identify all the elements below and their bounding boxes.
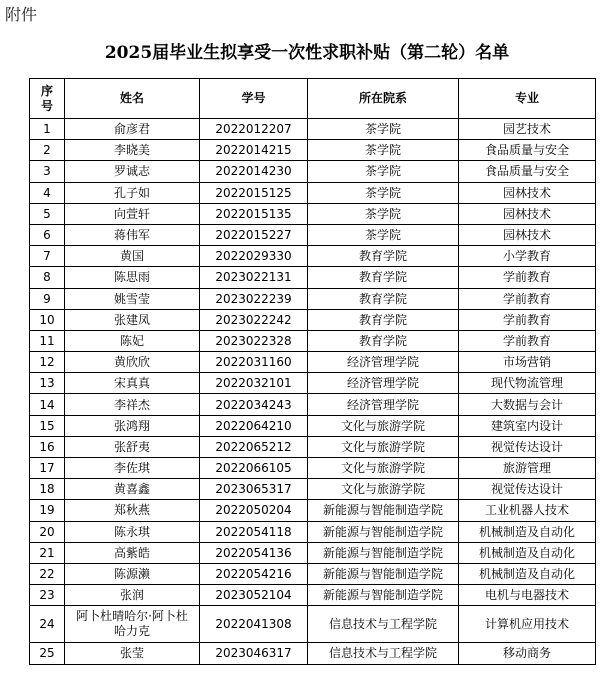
table-row	[30, 161, 596, 182]
table-row	[30, 643, 596, 664]
cell-name: 罗诚志	[65, 161, 200, 182]
table-row	[30, 394, 596, 415]
table-row	[30, 436, 596, 457]
cell-student-id: 2022065212	[200, 436, 308, 457]
cell-major: 工业机器人技术	[459, 500, 596, 521]
cell-name: 孔子如	[65, 182, 200, 203]
header-name: 姓名	[65, 79, 200, 119]
cell-name: 蒋伟军	[65, 224, 200, 245]
cell-department: 文化与旅游学院	[308, 415, 459, 436]
cell-major: 移动商务	[459, 643, 596, 664]
cell-index: 13	[30, 373, 65, 394]
table-row	[30, 458, 596, 479]
cell-name: 阿卜杜晴哈尔·阿卜杜哈力克	[65, 606, 200, 643]
table-row	[30, 246, 596, 267]
cell-name: 向萱轩	[65, 203, 200, 224]
cell-major: 食品质量与安全	[459, 161, 596, 182]
cell-major: 园艺技术	[459, 119, 596, 140]
cell-major: 机械制造及自动化	[459, 521, 596, 542]
cell-student-id: 2022066105	[200, 458, 308, 479]
cell-student-id: 2023052104	[200, 585, 308, 606]
cell-name: 黄喜鑫	[65, 479, 200, 500]
cell-index: 8	[30, 267, 65, 288]
cell-index: 7	[30, 246, 65, 267]
cell-department: 新能源与智能制造学院	[308, 521, 459, 542]
table-row	[30, 203, 596, 224]
cell-major: 现代物流管理	[459, 373, 596, 394]
attachment-label: 附件	[5, 5, 38, 24]
table-body	[30, 119, 596, 665]
cell-student-id: 2023022239	[200, 288, 308, 309]
cell-index: 4	[30, 182, 65, 203]
cell-name: 陈思雨	[65, 267, 200, 288]
cell-student-id: 2022034243	[200, 394, 308, 415]
cell-department: 茶学院	[308, 119, 459, 140]
table-row	[30, 140, 596, 161]
cell-major: 学前教育	[459, 288, 596, 309]
cell-major: 机械制造及自动化	[459, 542, 596, 563]
cell-name: 张润	[65, 585, 200, 606]
cell-student-id: 2022029330	[200, 246, 308, 267]
cell-index: 15	[30, 415, 65, 436]
cell-department: 经济管理学院	[308, 352, 459, 373]
cell-student-id: 2023065317	[200, 479, 308, 500]
cell-student-id: 2022064210	[200, 415, 308, 436]
table-row	[30, 563, 596, 584]
cell-name: 张建凤	[65, 309, 200, 330]
cell-student-id: 2023022328	[200, 330, 308, 351]
cell-name: 张鸿翔	[65, 415, 200, 436]
page-title: 2025届毕业生拟享受一次性求职补贴（第二轮）名单	[104, 43, 510, 63]
cell-index: 1	[30, 119, 65, 140]
cell-student-id: 2022050204	[200, 500, 308, 521]
cell-index: 3	[30, 161, 65, 182]
cell-department: 茶学院	[308, 224, 459, 245]
cell-major: 视觉传达设计	[459, 436, 596, 457]
cell-index: 21	[30, 542, 65, 563]
table-row	[30, 224, 596, 245]
subsidy-list-table	[29, 78, 596, 665]
header-index: 序号	[30, 79, 65, 119]
table-row	[30, 288, 596, 309]
cell-name: 黄国	[65, 246, 200, 267]
cell-student-id: 2022012207	[200, 119, 308, 140]
cell-major: 学前教育	[459, 267, 596, 288]
table-row	[30, 309, 596, 330]
table-row	[30, 415, 596, 436]
cell-student-id: 2022041308	[200, 606, 308, 643]
cell-major: 小学教育	[459, 246, 596, 267]
cell-department: 教育学院	[308, 288, 459, 309]
cell-department: 经济管理学院	[308, 373, 459, 394]
cell-student-id: 2022054136	[200, 542, 308, 563]
cell-major: 旅游管理	[459, 458, 596, 479]
cell-student-id: 2022015227	[200, 224, 308, 245]
table-row	[30, 585, 596, 606]
cell-name: 张莹	[65, 643, 200, 664]
cell-name: 李晓美	[65, 140, 200, 161]
cell-major: 机械制造及自动化	[459, 563, 596, 584]
cell-index: 25	[30, 643, 65, 664]
cell-index: 9	[30, 288, 65, 309]
cell-department: 茶学院	[308, 182, 459, 203]
cell-name: 高紫皓	[65, 542, 200, 563]
header-major: 专业	[459, 79, 596, 119]
cell-name: 姚雪莹	[65, 288, 200, 309]
cell-department: 新能源与智能制造学院	[308, 563, 459, 584]
cell-department: 文化与旅游学院	[308, 458, 459, 479]
cell-department: 新能源与智能制造学院	[308, 542, 459, 563]
cell-student-id: 2022054118	[200, 521, 308, 542]
cell-student-id: 2022054216	[200, 563, 308, 584]
header-student-id: 学号	[200, 79, 308, 119]
cell-index: 19	[30, 500, 65, 521]
cell-index: 11	[30, 330, 65, 351]
cell-department: 新能源与智能制造学院	[308, 585, 459, 606]
cell-student-id: 2023046317	[200, 643, 308, 664]
cell-department: 教育学院	[308, 267, 459, 288]
cell-department: 教育学院	[308, 330, 459, 351]
table-row	[30, 330, 596, 351]
cell-index: 14	[30, 394, 65, 415]
cell-index: 16	[30, 436, 65, 457]
cell-department: 茶学院	[308, 140, 459, 161]
cell-index: 6	[30, 224, 65, 245]
cell-department: 文化与旅游学院	[308, 436, 459, 457]
cell-major: 大数据与会计	[459, 394, 596, 415]
cell-department: 信息技术与工程学院	[308, 643, 459, 664]
cell-index: 2	[30, 140, 65, 161]
cell-major: 市场营销	[459, 352, 596, 373]
table-header-row	[30, 79, 596, 119]
cell-student-id: 2022032101	[200, 373, 308, 394]
cell-index: 18	[30, 479, 65, 500]
cell-index: 10	[30, 309, 65, 330]
cell-major: 园林技术	[459, 203, 596, 224]
cell-major: 电机与电器技术	[459, 585, 596, 606]
table-row	[30, 119, 596, 140]
cell-major: 园林技术	[459, 224, 596, 245]
cell-name: 李祥杰	[65, 394, 200, 415]
cell-student-id: 2022031160	[200, 352, 308, 373]
header-department: 所在院系	[308, 79, 459, 119]
cell-student-id: 2022014230	[200, 161, 308, 182]
table-row	[30, 373, 596, 394]
cell-department: 经济管理学院	[308, 394, 459, 415]
cell-student-id: 2022015135	[200, 203, 308, 224]
cell-department: 教育学院	[308, 246, 459, 267]
table-row	[30, 500, 596, 521]
cell-major: 建筑室内设计	[459, 415, 596, 436]
cell-name: 俞彦君	[65, 119, 200, 140]
table-row	[30, 521, 596, 542]
cell-department: 信息技术与工程学院	[308, 606, 459, 643]
cell-major: 视觉传达设计	[459, 479, 596, 500]
table-row	[30, 182, 596, 203]
cell-major: 学前教育	[459, 330, 596, 351]
cell-name: 李佐琪	[65, 458, 200, 479]
cell-index: 24	[30, 606, 65, 643]
cell-index: 17	[30, 458, 65, 479]
cell-student-id: 2022014215	[200, 140, 308, 161]
cell-student-id: 2023022131	[200, 267, 308, 288]
cell-name: 陈源濑	[65, 563, 200, 584]
cell-major: 学前教育	[459, 309, 596, 330]
table-row	[30, 606, 596, 643]
cell-department: 茶学院	[308, 161, 459, 182]
cell-name: 陈妃	[65, 330, 200, 351]
table-row	[30, 267, 596, 288]
cell-index: 20	[30, 521, 65, 542]
cell-index: 5	[30, 203, 65, 224]
cell-department: 文化与旅游学院	[308, 479, 459, 500]
cell-major: 食品质量与安全	[459, 140, 596, 161]
table-row	[30, 542, 596, 563]
cell-name: 张舒夷	[65, 436, 200, 457]
cell-index: 12	[30, 352, 65, 373]
cell-name: 黄欣欣	[65, 352, 200, 373]
cell-department: 新能源与智能制造学院	[308, 500, 459, 521]
cell-major: 园林技术	[459, 182, 596, 203]
cell-index: 22	[30, 563, 65, 584]
cell-department: 茶学院	[308, 203, 459, 224]
cell-index: 23	[30, 585, 65, 606]
cell-student-id: 2022015125	[200, 182, 308, 203]
table-row	[30, 479, 596, 500]
cell-department: 教育学院	[308, 309, 459, 330]
cell-major: 计算机应用技术	[459, 606, 596, 643]
cell-name: 陈永琪	[65, 521, 200, 542]
cell-name: 郑秋燕	[65, 500, 200, 521]
cell-student-id: 2023022242	[200, 309, 308, 330]
table-row	[30, 352, 596, 373]
cell-name: 宋真真	[65, 373, 200, 394]
